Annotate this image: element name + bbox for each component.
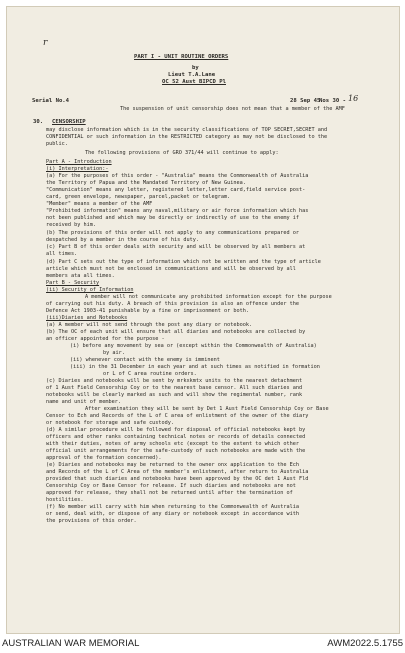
body-line: "Member" means a member of the AMF xyxy=(46,201,153,207)
body-line: (ii) Security of Information xyxy=(46,287,134,293)
body-line: all times. xyxy=(46,251,78,257)
body-line: article which must not be enclosed in communications and will be observed by all xyxy=(46,266,296,272)
body-line: Defence Act 1903-41 punishable by a fine or imprisonment or both. xyxy=(46,308,250,314)
body-line: notebooks will be clearly marked as such and will show the regimental number, rank xyxy=(46,392,303,398)
body-line: (iii) in the 31 December in each year and at such times as notified in formation xyxy=(70,364,320,370)
body-line: and Records of the L of C Area of the member's enlistment, after return to Australia xyxy=(46,469,309,475)
body-line: "Communication" means any letter, registered letter,letter card,field service post- xyxy=(46,187,306,193)
body-line: officers and other ranks containing technical notes or records of details connected xyxy=(46,434,306,440)
body-line: Censor to Ech and Records of the L of C area of enlistment of the owner of the diary xyxy=(46,413,309,419)
body-line: After examination they will be sent by Det 1 Aust Field Censorship Coy or Base xyxy=(85,406,329,412)
serial-number: Serial No.4 xyxy=(32,98,70,104)
body-line: the provisions of this order. xyxy=(46,518,137,524)
title-by: by xyxy=(192,65,199,71)
body-line: (d) Part C sets out the type of information which not be written and the type of article xyxy=(46,259,321,265)
body-line: of 1 Aust Field Censorship Coy or to the nearest base censor. All such diaries and xyxy=(46,385,303,391)
body-line: an officer appointed for the purpose - xyxy=(46,336,165,342)
body-line: or notebook for storage and safe custody. xyxy=(46,420,175,426)
body-line: public. xyxy=(46,141,68,147)
body-line: (i) Interpretation:- xyxy=(46,166,109,172)
body-line: (e) Diaries and notebooks may be returned to the owner onx application to the Ech xyxy=(46,462,299,468)
body-line: official unit arrangements for the safe-custody of such notebooks are made with the xyxy=(46,448,306,454)
body-line: A member will not communicate any prohibited information except for the purpose xyxy=(85,294,332,300)
body-line: (c) Diaries and notebooks will be sent by mrkxkmtx units to the nearest detachment xyxy=(46,378,303,384)
body-line: (d) A similar procedure will be followed for disposal of official notebooks kept by xyxy=(46,427,306,433)
author-name: Lieut T.A.Lane xyxy=(168,72,216,78)
document-title: PART I - UNIT ROUTINE ORDERS xyxy=(134,54,229,60)
document-page xyxy=(6,6,400,634)
footer-reference: AWM2022.5.1755 xyxy=(327,638,403,649)
body-line: received by him. xyxy=(46,222,96,228)
serial-nos: Nos 30 - xyxy=(319,98,346,104)
body-line: (a) For the purposes of this order - "Australia" means the Commonwealth of Australia xyxy=(46,173,309,179)
body-line: provided that such diaries and notebooks have been approved by the OC det 1 Aust Fld xyxy=(46,476,309,482)
serial-date: 28 Sep 45 xyxy=(290,98,321,104)
body-line: approved for release, they shall not be returned until after the termination of xyxy=(46,490,293,496)
body-line: (f) No member will carry with him when returning to the Commonwealth of Australia xyxy=(46,504,299,510)
body-line: (a) A member will not send through the post any diary or notebook. xyxy=(46,322,253,328)
footer-bar xyxy=(0,634,405,653)
body-line: CONFIDENTIAL or such information in the RESTRICTED category as may not be disclosed to the xyxy=(46,134,328,140)
body-line: the Territory of Papua and the Mandated Territory of New Guinea. xyxy=(46,180,246,186)
body-line: Part B - Security xyxy=(46,280,100,286)
body-line: hostilities. xyxy=(46,497,84,503)
serial-nos-handwritten: 16 xyxy=(348,94,359,103)
body-line: despatched by a member in the course of his duty. xyxy=(46,237,200,243)
handwritten-page-mark: r xyxy=(43,38,48,48)
body-line: with their duties, notes of army schools etc (except to the extent to which other xyxy=(46,441,299,447)
body-line: (c) Part B of this order deals with security and will be observed by all members at xyxy=(46,244,306,250)
author-unit: OC 52 Aust BIPCD Pl xyxy=(162,79,226,85)
body-line: Part A - Introduction xyxy=(46,159,112,165)
body-line: (ii) whenever contact with the enemy is imminent xyxy=(70,357,220,363)
body-line: (i) before any movement by sea or (except within the Commonwealth of Australia) xyxy=(70,343,317,349)
body-line: "Prohibited information" means any naval,military or air force information which has xyxy=(46,208,309,214)
body-line: by air. xyxy=(103,350,125,356)
section-title: CENSORSHIP xyxy=(52,119,86,125)
body-line: (iii)Diaries and Notebooks xyxy=(46,315,128,321)
body-line: approval of the formation concerned). xyxy=(46,455,162,461)
body-line: or send, deal with, or dispose of any diary or notebook except in accordance with xyxy=(46,511,299,517)
body-line: The following provisions of GRO 371/44 will continue to apply: xyxy=(85,150,279,156)
body-line: or L of C area routine orders. xyxy=(103,371,197,377)
section-number: 30. xyxy=(33,119,44,125)
body-line: The suspension of unit censorship does not mean that a member of the AMF xyxy=(120,106,345,112)
footer-institution: AUSTRALIAN WAR MEMORIAL xyxy=(2,638,140,649)
body-line: card, green envelope, newspaper, parcel,packet or telegram. xyxy=(46,194,231,200)
body-line: name and unit of member. xyxy=(46,399,121,405)
body-line: (b) The OC of each unit will ensure that all diaries and notebooks are collected by xyxy=(46,329,306,335)
body-line: not been published and which may be directly or indirectly of use to the enemy if xyxy=(46,215,299,221)
body-line: Censorship Coy or Base Censor for release. If such diaries and notebooks are not xyxy=(46,483,296,489)
body-line: members ata all times. xyxy=(46,273,115,279)
body-line: of carrying out his duty. A breach of this provision is also an offence under the xyxy=(46,301,299,307)
body-line: (b) The provisions of this order will not apply to any communications prepared or xyxy=(46,230,299,236)
body-line: may disclose information which is in the security classifications of TOP SECRET,SECRET and xyxy=(46,127,328,133)
